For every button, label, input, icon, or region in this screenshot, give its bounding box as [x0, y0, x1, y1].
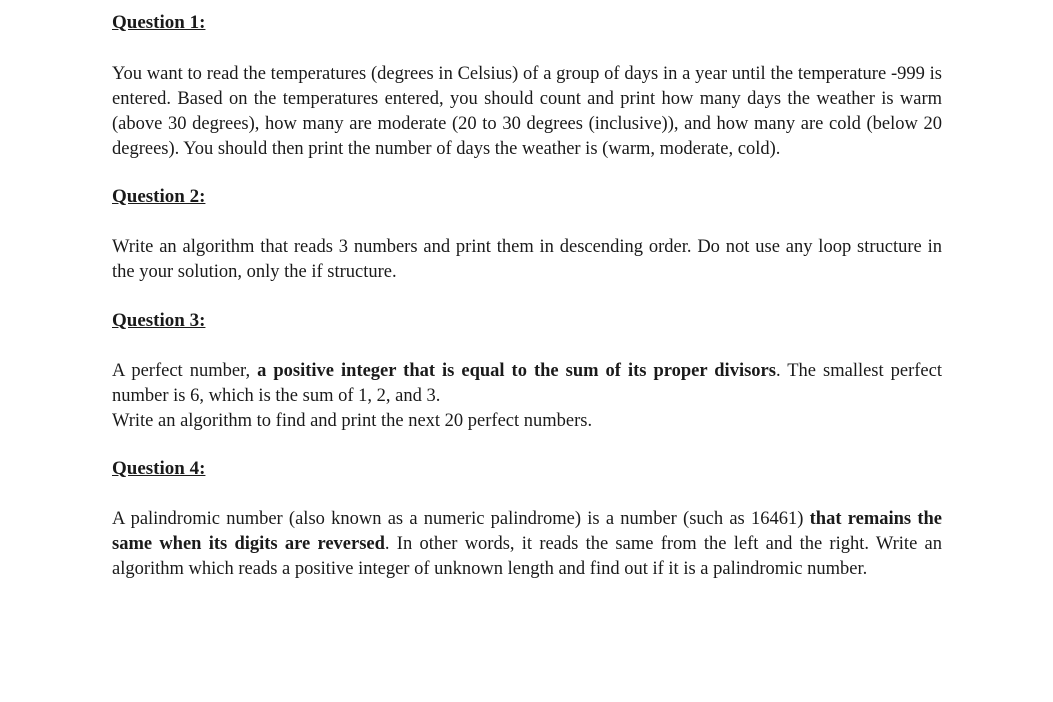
question-4-text [112, 507, 942, 582]
question-4-text-part-2: . In other words, it reads the same from the left and the right. Write an algorithm which reads a positive integer of unknown length and find out if it is a palindromic number. [112, 534, 942, 579]
question-3-text [112, 359, 942, 434]
question-4-title: Question 4: [112, 458, 206, 479]
question-3-task: Write an algorithm to find and print the next 20 perfect numbers. [112, 411, 593, 431]
question-3-title: Question 3: [112, 310, 206, 331]
question-2-title: Question 2: [112, 186, 206, 207]
question-3-bold-definition: a positive integer that is equal to the sum of its proper divisors [257, 361, 776, 381]
question-4 [112, 456, 942, 582]
question-2-text: Write an algorithm that reads 3 numbers and print them in descending order. Do not use any loop structure in the your solution, only the if structure. [112, 237, 942, 282]
question-1 [112, 10, 942, 162]
question-1-text: You want to read the temperatures (degrees in Celsius) of a group of days in a year until the temperature -999 is entered. Based on the temperatures entered, you should count and print how many days the weather is warm (above 30 degrees), how many are moderate (20 to 30 degrees (inclusive)), and how many are cold (below 20 degrees). You should then print the number of days the weather is (warm, moderate, cold). [112, 64, 942, 159]
question-4-text-part-1: A palindromic number (also known as a numeric palindrome) is a number (such as 16461) [112, 509, 810, 529]
question-3-text-part-1: A perfect number, [112, 361, 258, 381]
question-2 [112, 184, 942, 285]
question-1-title: Question 1: [112, 12, 206, 33]
question-3 [112, 308, 942, 434]
question-3-text-part-2: . The smallest perfect number is 6, which is the sum of 1, 2, and 3. [112, 361, 942, 406]
document-page [112, 8, 942, 582]
question-4-bold-definition: that remains the same when its digits are reversed [112, 509, 942, 554]
